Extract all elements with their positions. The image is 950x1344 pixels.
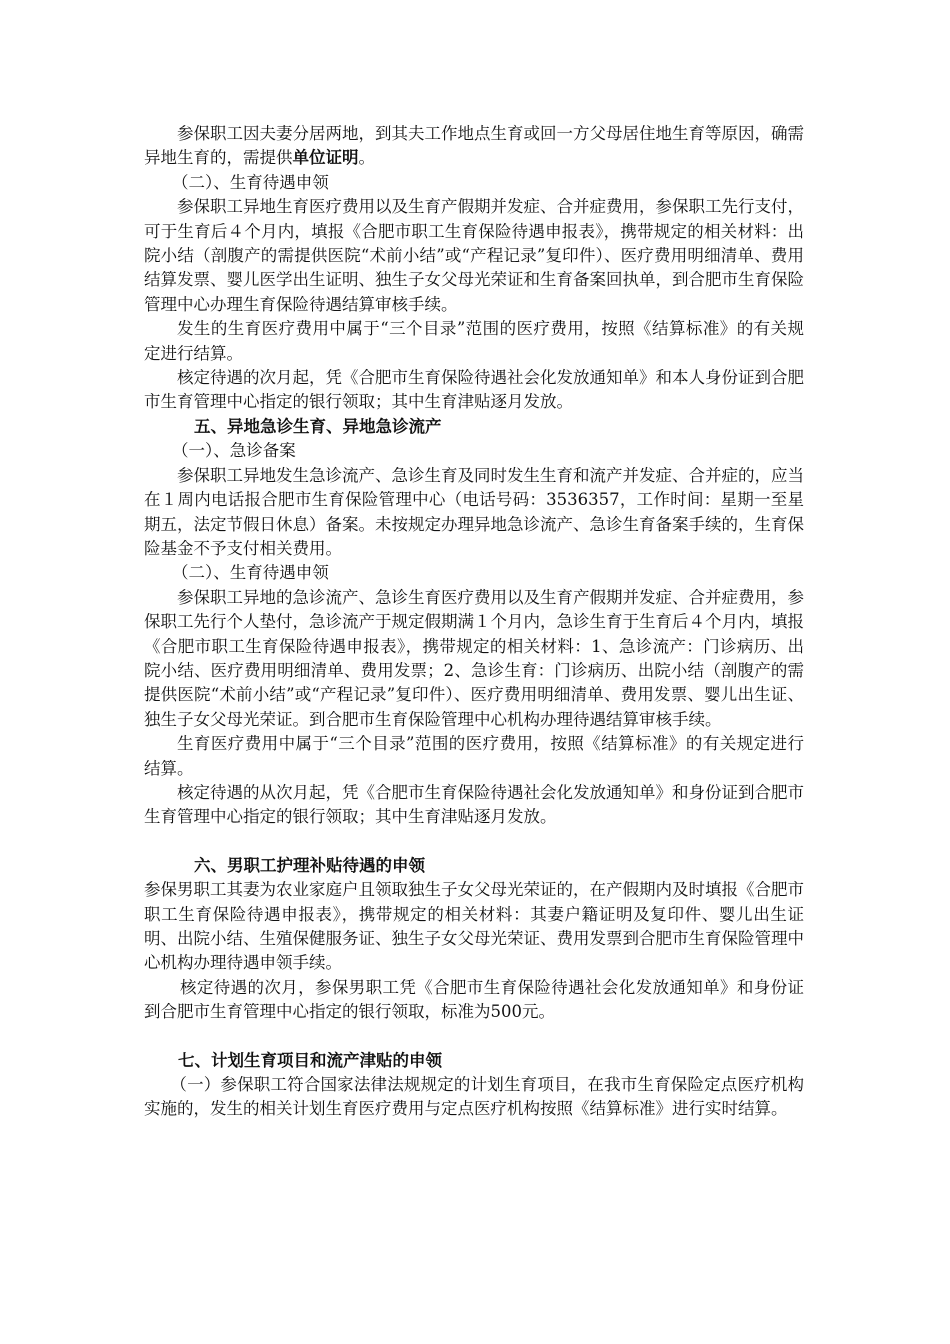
paragraph-three-catalogs-2: 生育医疗费用中属于“三个目录”范围的医疗费用，按照《结算标准》的有关规定进行结算。 (144, 734, 804, 778)
paragraph-male-subsidy-payment: 核定待遇的次月，参保男职工凭《合肥市生育保险待遇社会化发放通知单》和身份证到合肥市生育管理中心指定的银行领取，标准为500元。 (144, 977, 804, 1022)
paragraph-text: 参保职工因夫妻分居两地，到其夫工作地点生育或回一方父母居住地生育等原因，确需异地生育的，需提供 (144, 124, 804, 168)
paragraph-remote-birth-proof (144, 122, 804, 171)
section-heading-5: 五、异地急诊生育、异地急诊流产 (194, 416, 442, 436)
paragraph-emergency-registration: 参保职工异地发生急诊流产、急诊生育及同时发生生育和流产并发症、合并症的，应当在１周内电话报合肥市生育保险管理中心（电话号码：3536357，工作时间：星期一至星期五，法定节假日休息）备案。未按规定办理异地急诊流产、急诊生育备案手续的，生育保险基金不予支付相关费用。 (144, 465, 804, 558)
paragraph-three-catalogs: 发生的生育医疗费用中属于“三个目录”范围的医疗费用，按照《结算标准》的有关规定进行结算。 (144, 319, 804, 363)
bold-text-unit-proof: 单位证明 (292, 148, 359, 168)
section-heading-7: 七、计划生育项目和流产津贴的申领 (178, 1050, 442, 1070)
paragraph-remote-birth-costs: 参保职工异地生育医疗费用以及生育产假期并发症、合并症费用，参保职工先行支付，可于生育后４个月内，填报《合肥市职工生育保险待遇申报表》，携带规定的相关材料：出院小结（剖腹产的需提供医院“术前小结”或“产程记录”复印件）、医疗费用明细清单、费用结算发票、婴儿医学出生证明、独生子女父母光荣证和生育备案回执单，到合肥市生育保险管理中心办理生育保险待遇结算审核手续。 (144, 197, 804, 314)
paragraph-male-nursing-subsidy: 参保男职工其妻为农业家庭户且领取独生子女父母光荣证的，在产假期内及时填报《合肥市职工生育保险待遇申报表》，携带规定的相关材料：其妻户籍证明及复印件、婴儿出生证明、出院小结、生殖保健服务证、独生子女父母光荣证、费用发票到合肥市生育保险管理中心机构办理待遇申领手续。 (144, 880, 804, 973)
paragraph-emergency-costs: 参保职工异地的急诊流产、急诊生育医疗费用以及生育产假期并发症、合并症费用，参保职工先行个人垫付，急诊流产于规定假期满１个月内，急诊生育于生育后４个月内，填报《合肥市职工生育保险待遇申报表》，携带规定的相关材料：1、急诊流产：门诊病历、出院小结、医疗费用明细清单、费用发票；2、急诊生育：门诊病历、出院小结（剖腹产的需提供医院“术前小结”或“产程记录”复印件）、医疗费用明细清单、费用发票、婴儿出生证、独生子女父母光荣证。到合肥市生育保险管理中心机构办理待遇结算审核手续。 (144, 587, 804, 729)
paragraph-benefit-payment: 核定待遇的次月起，凭《合肥市生育保险待遇社会化发放通知单》和本人身份证到合肥市生育管理中心指定的银行领取；其中生育津贴逐月发放。 (144, 368, 804, 412)
subheading-benefit-claim: （二）、生育待遇申领 (172, 172, 329, 192)
paragraph-family-planning: （一）参保职工符合国家法律法规规定的计划生育项目，在我市生育保险定点医疗机构实施的，发生的相关计划生育医疗费用与定点医疗机构按照《结算标准》进行实时结算。 (144, 1075, 804, 1119)
paragraph-benefit-payment-2: 核定待遇的从次月起，凭《合肥市生育保险待遇社会化发放通知单》和身份证到合肥市生育管理中心指定的银行领取；其中生育津贴逐月发放。 (144, 782, 804, 827)
paragraph-text-end: 。 (358, 148, 375, 168)
subheading-benefit-claim-2: （二）、生育待遇申领 (172, 563, 329, 583)
section-heading-6: 六、男职工护理补贴待遇的申领 (194, 855, 425, 875)
document-body (144, 122, 804, 1122)
subheading-emergency-registration: （一）、急诊备案 (172, 441, 296, 461)
